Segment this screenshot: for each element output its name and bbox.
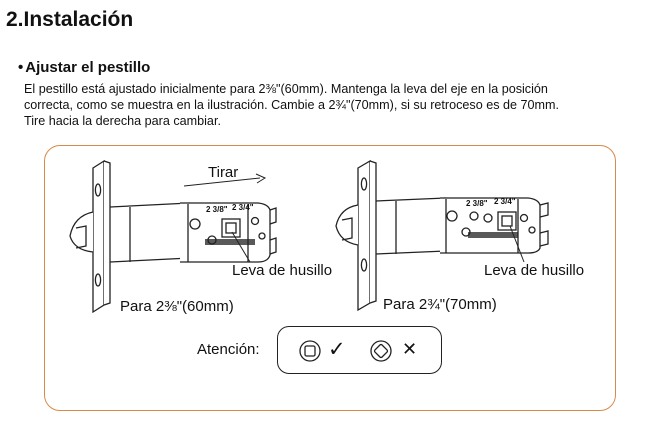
left-caption: Para 2⅜"(60mm) — [120, 298, 234, 315]
section-heading-text: Ajustar el pestillo — [25, 59, 151, 76]
page-title: 2.Instalación — [6, 8, 134, 31]
left-stamp-small: 2 3/8" — [206, 205, 228, 214]
latch-70mm-illustration — [336, 161, 548, 310]
left-stamp-large: 2 3/4" — [232, 203, 254, 212]
instruction-line-1: El pestillo está ajustado inicialmente para 2⅜"(60mm). Mantenga la leva del eje en la posición — [24, 82, 548, 96]
right-stamp-large: 2 3/4" — [494, 197, 516, 206]
pull-label: Tirar — [208, 164, 239, 181]
bullet-mark: • — [18, 59, 24, 76]
attention-box — [277, 326, 442, 374]
instruction-line-2: correcta, como se muestra en la ilustración. Cambie a 2¾"(70mm), si su retroceso es de 70mm. — [24, 98, 560, 112]
cross-mark-icon: ✕ — [402, 339, 418, 359]
right-caption: Para 2¾"(70mm) — [383, 296, 497, 313]
right-cam-label: Leva de husillo — [484, 262, 585, 279]
attention-label: Atención: — [197, 341, 260, 358]
right-stamp-small: 2 3/8" — [466, 199, 488, 208]
instruction-line-3: Tire hacia la derecha para cambiar. — [24, 114, 221, 128]
check-mark-icon: ✓ — [328, 338, 346, 361]
latch-60mm-illustration — [70, 161, 276, 312]
left-cam-label: Leva de husillo — [232, 262, 333, 279]
